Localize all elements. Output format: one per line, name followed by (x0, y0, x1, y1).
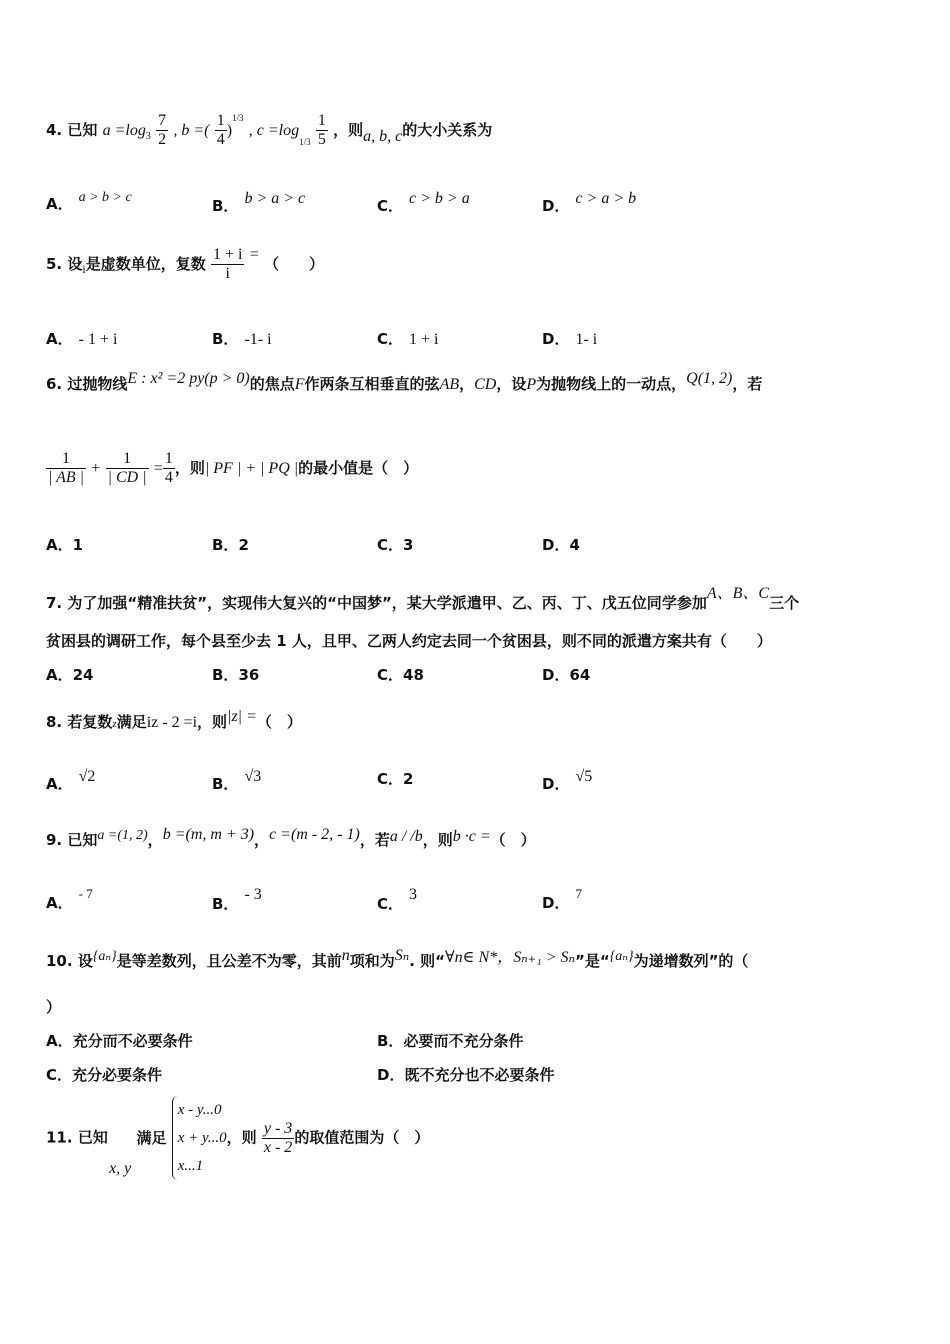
question-4 (46, 112, 492, 149)
q10-line2: ） (46, 998, 62, 1016)
q9-comma-2: ， (254, 831, 270, 849)
q9-then: ，则 (422, 831, 453, 849)
q4-frac-c: $\frac{1}{5}$ (317, 112, 326, 148)
q7-number: 7. (46, 594, 63, 612)
q6-plus: + (91, 460, 101, 477)
q4-paren-close: ) (226, 122, 233, 139)
q5-number: 5. (46, 255, 63, 273)
q6-curve: E : x² =2 py (127, 370, 205, 387)
q9-option-d[interactable]: D．7 (542, 886, 582, 912)
question-9 (46, 826, 536, 850)
q6-mid2: 作两条互相垂直的弦 (304, 375, 440, 393)
q10-option-c[interactable]: C．充分必要条件 (46, 1066, 163, 1084)
question-7 (46, 580, 799, 613)
q8-option-c[interactable]: C．2 (377, 770, 414, 788)
question-6 (46, 370, 762, 394)
question-11 (46, 1096, 429, 1180)
q6-frac2: $\frac{1}{| CD |}$ (107, 450, 147, 486)
q6-cond: (p > 0) (204, 370, 250, 387)
q5-option-b[interactable]: B． -1- i (212, 330, 272, 348)
q7-option-d[interactable]: D．64 (542, 666, 591, 684)
q11-lead: 已知 (77, 1128, 108, 1147)
q10-seq2: {aₙ} (609, 949, 634, 964)
q10-option-a[interactable]: A．充分而不必要条件 (46, 1032, 193, 1050)
q10-lead: 设 (77, 952, 93, 970)
q10-cond2: Sₙ₊₁ > Sₙ (513, 949, 575, 966)
q6-lead: 过抛物线 (67, 375, 128, 393)
q9-option-b[interactable]: B．- 3 (212, 886, 262, 913)
q7-line1: 为了加强“精准扶贫”，实现伟大复兴的“中国梦”，某大学派遣甲、乙、丙、丁、戊五位同学参加 (67, 594, 707, 612)
q6-P: P (526, 376, 537, 393)
q10-mid1: 是等差数列，且公差不为零，其前 (116, 952, 342, 970)
q9-vec-a: a =(1, 2) (97, 828, 148, 843)
q10-option-d[interactable]: D．既不充分也不必要条件 (377, 1066, 555, 1084)
q6-number: 6. (46, 375, 63, 393)
q4-exp-b: 1/3 (232, 113, 244, 123)
q11-tail: 的取值范围为（ ） (294, 1128, 430, 1147)
q7-option-a[interactable]: A．24 (46, 666, 94, 684)
q4-option-a[interactable]: A． a > b > c (46, 190, 132, 213)
q8-mid: 满足 (116, 713, 147, 731)
q4-formula-c: , c =log (248, 122, 300, 139)
q8-then: ，则 (197, 713, 228, 731)
q7-line1-tail: 三个 (769, 594, 800, 612)
q8-tail: （ ） (256, 713, 302, 731)
q6-mid5: ，若 (732, 375, 763, 393)
q10-mid2: 项和为 (349, 952, 395, 970)
q10-option-b[interactable]: B．必要而不充分条件 (377, 1032, 524, 1050)
q11-ineq-3: x...1 (177, 1158, 204, 1174)
q4-option-d[interactable]: D． c > a > b (542, 190, 637, 215)
question-7-line2 (46, 630, 772, 651)
q11-system (172, 1096, 227, 1180)
q4-lead: 已知 (67, 121, 98, 139)
q6-eq: = (153, 460, 163, 477)
q5-option-d[interactable]: D． 1- i (542, 330, 598, 348)
q9-tail: （ ） (490, 831, 536, 849)
q9-vec-c: c =(m - 2, - 1) (269, 826, 360, 843)
q10-seq: {aₙ} (92, 949, 117, 964)
q10-mid5: 为递增数列”的（ (633, 952, 749, 970)
q10-n: n (341, 947, 350, 964)
q10-mid3: . 则“ (409, 952, 445, 970)
q4-frac-a: $\frac{7}{2}$ (158, 112, 167, 148)
q6-expr: | PF | + | PQ | (204, 460, 299, 477)
q6-F: F (294, 376, 305, 393)
q6-tail: 的最小值是（ ） (298, 459, 419, 477)
q4-tail: 的大小关系为 (402, 121, 493, 139)
question-8 (46, 708, 302, 732)
q4-mid: ，则 (333, 121, 364, 139)
q6-then: ，则 (174, 459, 205, 477)
q9-number: 9. (46, 831, 63, 849)
q4-base-a: 3 (145, 131, 151, 142)
q10-number: 10. (46, 952, 73, 970)
q7-option-c[interactable]: C．48 (377, 666, 424, 684)
q4-frac-b: $\frac{1}{4}$ (216, 112, 225, 148)
q5-tail: （ ） (263, 255, 324, 273)
q6-mid4: 为抛物线上的一动点， (536, 375, 687, 393)
q9-option-c[interactable]: C．3 (377, 886, 418, 913)
q4-option-b[interactable]: B． b > a > c (212, 190, 306, 215)
q9-vec-b: b =(m, m + 3) (162, 826, 255, 843)
q6-option-b[interactable]: B．2 (212, 536, 249, 554)
q7-line2: 贫困县的调研工作，每个县至少去 1 人，且甲、乙两人约定去同一个贫困县，则不同的派遣方案共有（ ） (46, 632, 772, 650)
q5-lead: 设 (67, 255, 83, 273)
q5-var: i (82, 262, 86, 276)
q6-CD: CD (474, 376, 497, 393)
q4-base-c: 1/3 (299, 137, 311, 147)
q6-sep: ， (459, 375, 475, 393)
q6-mid3: ，设 (496, 375, 527, 393)
q4-formula-b: , b =( (173, 122, 210, 139)
q11-vars: x, y (109, 1159, 132, 1177)
q6-frac3: $\frac{1}{4}$ (164, 450, 173, 486)
q11-then: ，则 (226, 1128, 257, 1147)
q9-option-a[interactable]: A．- 7 (46, 886, 93, 912)
q8-option-b[interactable]: B． √3 (212, 768, 262, 793)
q8-eq: iz - 2 =i (146, 714, 198, 731)
q5-option-a[interactable]: A． - 1 + i (46, 330, 118, 348)
q7-abc: A、B、C (706, 585, 770, 602)
q6-option-d[interactable]: D．4 (542, 536, 580, 554)
q8-option-d[interactable]: D． √5 (542, 768, 593, 793)
q8-number: 8. (46, 713, 63, 731)
q5-frac: $\frac{1 + i}{i}$ (212, 246, 243, 282)
question-10-line2 (46, 996, 61, 1017)
q6-option-a[interactable]: A．1 (46, 536, 84, 554)
q10-S: Sₙ (394, 947, 410, 964)
q5-eq: = (249, 246, 259, 263)
q9-dot: b ·c = (452, 828, 491, 845)
q6-AB: AB (439, 376, 460, 393)
q11-mid: 满足 (136, 1128, 167, 1147)
q8-abs: |z| = (227, 708, 257, 725)
q10-mid4: ”是“ (574, 952, 610, 970)
q7-option-b[interactable]: B．36 (212, 666, 260, 684)
q9-comma-1: ， (147, 831, 163, 849)
q5-option-c[interactable]: C． 1 + i (377, 330, 439, 348)
q10-cond1: ∀n∈ N*， (445, 949, 514, 966)
q8-var: z (112, 718, 117, 730)
q11-ineq-1: x - y...0 (177, 1102, 222, 1118)
q6-option-c[interactable]: C．3 (377, 536, 414, 554)
q6-mid1: 的焦点 (249, 375, 295, 393)
q4-option-c[interactable]: C． c > b > a (377, 190, 470, 215)
q8-option-a[interactable]: A． √2 (46, 768, 96, 793)
q9-if: ，若 (359, 831, 390, 849)
q9-lead: 已知 (67, 831, 98, 849)
q11-frac: $\frac{y - 3}{x - 2}$ (263, 1119, 293, 1156)
question-6-line2 (46, 450, 418, 487)
q8-lead: 若复数 (67, 713, 113, 731)
q9-parallel: a / /b (389, 828, 423, 845)
question-5 (46, 246, 324, 283)
question-10 (46, 944, 748, 971)
q4-formula-a: a =log (102, 122, 146, 139)
q4-vars: a, b, c (363, 128, 403, 145)
q5-mid: 是虚数单位，复数 (85, 255, 206, 273)
q4-number: 4. (46, 121, 63, 139)
q11-number: 11. (46, 1128, 73, 1147)
q6-Q: Q(1, 2) (686, 370, 733, 387)
q6-frac1: $\frac{1}{| AB |}$ (48, 450, 85, 486)
q11-ineq-2: x + y...0 (177, 1130, 227, 1146)
